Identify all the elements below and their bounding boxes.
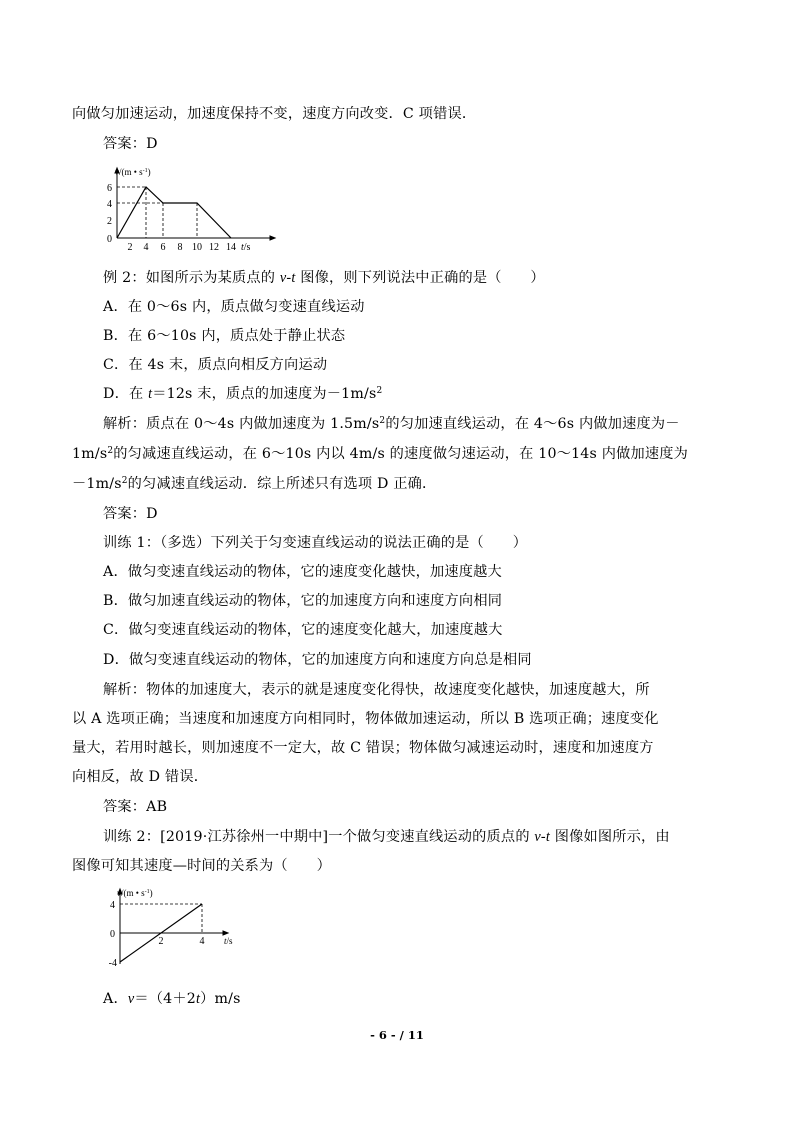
vt-graph-2 — [100, 884, 250, 968]
svg-text:6: 6 — [107, 183, 112, 194]
option-d: D．做匀变速直线运动的物体，它的加速度方向和速度方向总是相同 — [103, 652, 532, 668]
y-axis-label: v/(m • $s^{-1}$) — [117, 888, 153, 898]
analysis-line: 量大，若用时越长，则加速度不一定大，故 C 错误；物体做匀减速运动时，速度和加速度方 — [72, 740, 654, 756]
svg-text:2: 2 — [107, 216, 112, 227]
page-number: - 6 - / 11 — [370, 1028, 424, 1042]
svg-text:4: 4 — [199, 936, 205, 947]
answer-line: 答案：AB — [103, 799, 168, 815]
analysis-line: $1m/s^2$的匀减速直线运动，在 6～10s 内以 4m/s 的速度做匀速运动，在 10～14s 内做加速度为 — [72, 446, 689, 462]
question-line: 例 2：如图所示为某质点的 v-t 图像，则下列说法中正确的是（ ） — [103, 270, 545, 286]
svg-text:12: 12 — [209, 242, 219, 253]
question-line: 图像可知其速度—时间的关系为（ ） — [72, 858, 331, 874]
option-a: A．v＝（4＋2t）m/s — [103, 991, 241, 1007]
option-a: A．在 0～6s 内，质点做匀变速直线运动 — [103, 299, 365, 315]
vt-graph-1 — [100, 162, 290, 254]
svg-text:10: 10 — [192, 242, 202, 253]
analysis-line: 以 A 选项正确；当速度和加速度方向相同时，物体做加速运动，所以 B 选项正确；速度变化 — [72, 711, 659, 727]
question-line: 训练 2：[2019·江苏徐州一中期中]一个做匀变速直线运动的质点的 v-t 图像如图所示，由 — [103, 829, 670, 845]
text-line: 向做匀加速运动，加速度保持不变，速度方向改变．C 项错误． — [72, 106, 477, 122]
question-line: 训练 1：（多选）下列关于匀变速直线运动的说法正确的是（ ） — [103, 535, 528, 551]
option-a: A．做匀变速直线运动的物体，它的速度变化越快，加速度越大 — [103, 564, 502, 580]
svg-text:4: 4 — [143, 242, 149, 253]
svg-text:-4: -4 — [108, 958, 117, 968]
option-c: C．在 4s 末，质点向相反方向运动 — [103, 357, 328, 373]
svg-text:0: 0 — [110, 929, 115, 940]
x-axis-label: t/s — [224, 936, 233, 946]
y-axis-label: v/(m • $s^{-1}$) — [115, 167, 151, 177]
svg-text:8: 8 — [177, 242, 183, 253]
velocity-curve — [117, 187, 231, 238]
analysis-line: $-1m/s^2$的匀减速直线运动．综上所述只有选项 D 正确． — [72, 476, 437, 492]
x-ticks — [128, 242, 237, 253]
answer-line: 答案：D — [103, 136, 158, 152]
svg-text:6: 6 — [160, 242, 166, 253]
svg-text:2: 2 — [158, 936, 164, 947]
svg-text:14: 14 — [226, 242, 236, 253]
svg-text:4: 4 — [110, 900, 115, 911]
analysis-line: 解析：质点在 0～4s 内做加速度为 $1.5m/s^2$的匀加速直线运动，在 4～6s 内做加速度为－ — [103, 416, 680, 432]
x-ticks — [159, 936, 205, 947]
y-ticks — [107, 183, 112, 245]
answer-line: 答案：D — [103, 506, 158, 522]
analysis-line: 解析：物体的加速度大，表示的就是速度变化得快，故速度变化越快，加速度越大，所 — [103, 682, 650, 698]
svg-text:0: 0 — [107, 234, 112, 245]
option-b: B．在 6～10s 内，质点处于静止状态 — [103, 328, 346, 344]
y-ticks — [109, 900, 117, 968]
svg-text:2: 2 — [127, 242, 133, 253]
option-c: C．做匀变速直线运动的物体，它的速度变化越大，加速度越大 — [103, 622, 503, 638]
option-d: D．在 t＝12s 末，质点的加速度为$-1m/s^2$ — [103, 386, 383, 402]
option-b: B．做匀加速直线运动的物体，它的加速度方向和速度方向相同 — [103, 593, 503, 609]
analysis-line: 向相反，故 D 错误． — [72, 769, 209, 785]
x-axis-label: t/s — [241, 242, 251, 253]
svg-text:4: 4 — [107, 199, 112, 210]
